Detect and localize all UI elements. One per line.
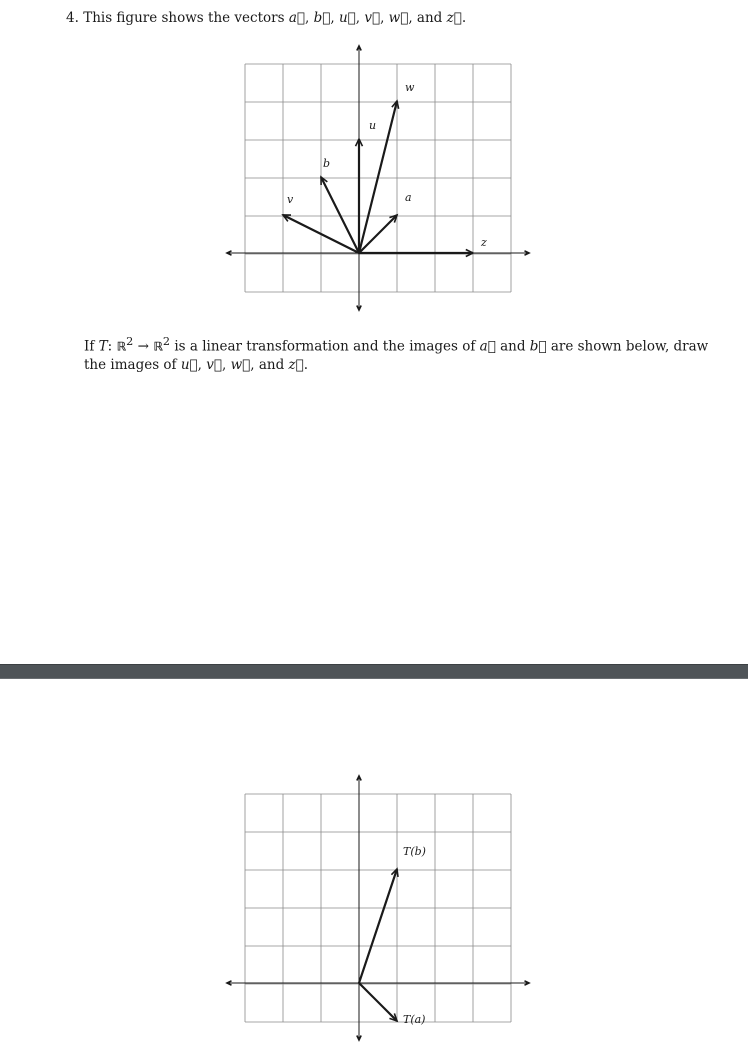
vec-a: a⃗: [288, 10, 305, 26]
vec-w: w⃗: [388, 10, 409, 26]
problem-lead: This figure shows the vectors: [83, 10, 285, 26]
fig2-label-Tb: T(b): [403, 845, 426, 858]
fig1-label-b: b: [323, 157, 331, 170]
problem-number: 4.: [66, 10, 79, 26]
vec-z: z⃗: [446, 10, 462, 26]
fig1-vector-w: [359, 101, 397, 253]
paragraph-line-2: the images of u⃗, v⃗, w⃗, and z⃗.: [84, 356, 309, 373]
vec-b: b⃗: [313, 10, 331, 26]
fig1-label-w: w: [405, 81, 415, 94]
vec-u: u⃗: [338, 10, 356, 26]
fig1-label-a: a: [405, 191, 412, 204]
fig1-label-u: u: [369, 119, 377, 132]
problem-statement: 4. This figure shows the vectors a⃗, b⃗, u⃗, v⃗, w⃗, and z⃗.: [66, 10, 467, 26]
paragraph-line-1: If T: ℝ$^2$ → ℝ$^2$ is a linear transformation and the images of a⃗ and b⃗ are shown below, draw: [84, 335, 709, 355]
fig2-vector-Ta: [359, 983, 397, 1021]
fig2-label-Ta: T(a): [403, 1013, 426, 1026]
fig1-label-v: v: [287, 193, 294, 206]
fig2-vector-Tb: [359, 869, 397, 983]
fig1-vector-b: [321, 177, 359, 253]
vec-v: v⃗: [364, 10, 381, 26]
fig1-label-z: z: [481, 236, 487, 249]
